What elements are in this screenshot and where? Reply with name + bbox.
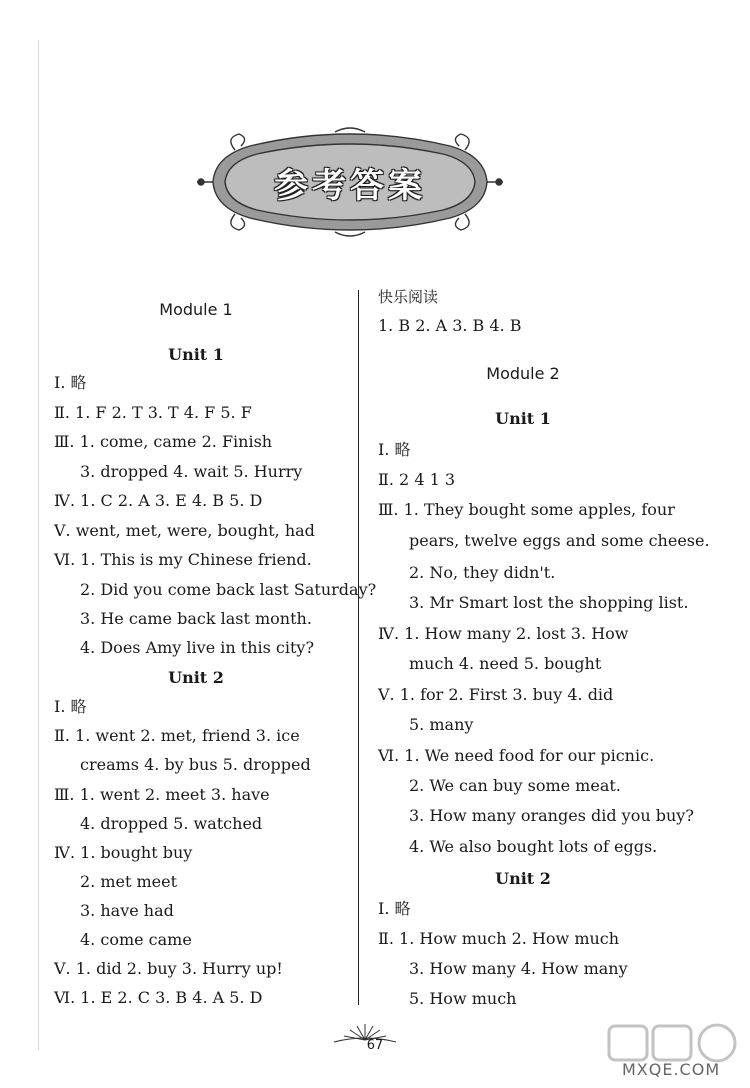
answer-line: Ⅵ. 1. E 2. C 3. B 4. A 5. D bbox=[54, 988, 263, 1007]
unit-heading: Unit 1 bbox=[168, 345, 224, 364]
unit-heading: Unit 1 bbox=[495, 409, 551, 428]
answer-line: Ⅴ. 1. did 2. buy 3. Hurry up! bbox=[54, 959, 283, 978]
answer-line: Ⅱ. 1. F 2. T 3. T 4. F 5. F bbox=[54, 403, 252, 422]
answer-line: Ⅱ. 1. How much 2. How much bbox=[378, 929, 620, 948]
answer-line: Ⅴ. 1. for 2. First 3. buy 4. did bbox=[378, 685, 614, 704]
answer-line: 3. dropped 4. wait 5. Hurry bbox=[80, 462, 303, 481]
answer-line: Ⅰ. 略 bbox=[54, 373, 87, 392]
answer-line: 2. No, they didn't. bbox=[409, 563, 556, 582]
answer-line: 4. dropped 5. watched bbox=[80, 814, 263, 833]
column-divider bbox=[358, 290, 359, 1005]
answer-line: 3. How many 4. How many bbox=[409, 959, 628, 978]
answer-line: 4. Does Amy live in this city? bbox=[80, 638, 315, 657]
answer-line: 5. many bbox=[409, 715, 474, 734]
page-number: 67 bbox=[366, 1038, 384, 1053]
answer-line: 3. Mr Smart lost the shopping list. bbox=[409, 593, 689, 612]
answer-line: Ⅳ. 1. C 2. A 3. E 4. B 5. D bbox=[54, 491, 263, 510]
title-banner bbox=[195, 126, 505, 238]
answer-line: Ⅵ. 1. This is my Chinese friend. bbox=[54, 550, 312, 569]
answer-line: Ⅱ. 1. went 2. met, friend 3. ice bbox=[54, 726, 300, 745]
section-heading: 快乐阅读 bbox=[378, 288, 439, 306]
answer-line: creams 4. by bus 5. dropped bbox=[80, 755, 311, 774]
binding-edge bbox=[38, 40, 39, 1050]
answer-line: 3. have had bbox=[80, 901, 174, 920]
answer-line: Ⅳ. 1. How many 2. lost 3. How bbox=[378, 624, 629, 643]
answer-line: Ⅵ. 1. We need food for our picnic. bbox=[378, 746, 655, 765]
module-heading: Module 1 bbox=[159, 300, 233, 319]
answer-line: Ⅰ. 略 bbox=[378, 440, 411, 459]
answer-line: 2. We can buy some meat. bbox=[409, 776, 621, 795]
answer-line: Ⅰ. 略 bbox=[54, 697, 87, 716]
answer-line: 3. How many oranges did you buy? bbox=[409, 806, 694, 825]
answer-line: 5. How much bbox=[409, 989, 517, 1008]
answer-line: pears, twelve eggs and some cheese. bbox=[409, 531, 710, 550]
answer-line: 2. Did you come back last Saturday? bbox=[80, 580, 377, 599]
answer-line: 4. We also bought lots of eggs. bbox=[409, 837, 658, 856]
answer-line: 4. come came bbox=[80, 930, 192, 949]
answer-line: much 4. need 5. bought bbox=[409, 654, 602, 673]
answer-line: 3. He came back last month. bbox=[80, 609, 312, 628]
answer-line: 2. met meet bbox=[80, 872, 178, 891]
answer-line: Ⅲ. 1. went 2. meet 3. have bbox=[54, 785, 270, 804]
answer-line: Ⅴ. went, met, were, bought, had bbox=[54, 521, 315, 540]
unit-heading: Unit 2 bbox=[495, 869, 551, 888]
answer-line: Ⅱ. 2 4 1 3 bbox=[378, 470, 456, 489]
answer-line: Ⅳ. 1. bought buy bbox=[54, 843, 193, 862]
unit-heading: Unit 2 bbox=[168, 668, 224, 687]
banner-title: 参考答案 bbox=[274, 166, 426, 206]
module-heading: Module 2 bbox=[486, 364, 560, 383]
answer-line: Ⅲ. 1. come, came 2. Finish bbox=[54, 432, 273, 451]
answer-line: 1. B 2. A 3. B 4. B bbox=[378, 316, 522, 335]
watermark-text: MXQE.COM bbox=[622, 1060, 721, 1079]
answer-line: Ⅲ. 1. They bought some apples, four bbox=[378, 500, 675, 519]
answer-line: Ⅰ. 略 bbox=[378, 899, 411, 918]
